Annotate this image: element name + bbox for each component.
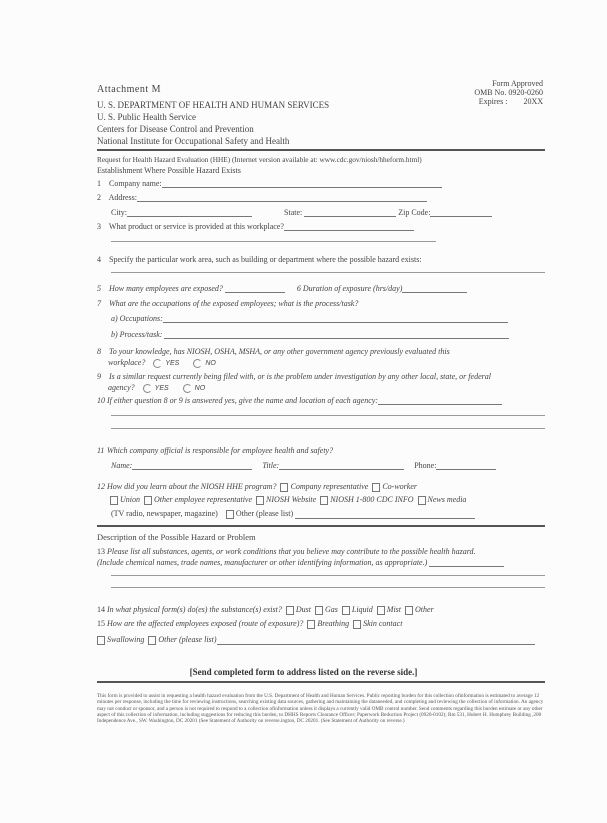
q-number: 2 [97, 193, 101, 202]
address-field[interactable] [137, 193, 427, 202]
state-label: State: [284, 208, 303, 217]
q-label: To your knowledge, has NIOSH, OSHA, MSHA, or any other government agency previously evaluated this [109, 347, 450, 356]
q12-line3 [111, 509, 475, 519]
omb-number: OMB No. 0920-0260 [474, 88, 543, 97]
q-label: In what physical form(s) do(es) the substance(s) exist? [107, 605, 282, 614]
checkbox[interactable] [97, 636, 105, 645]
q-number: 4 [97, 255, 101, 264]
checkbox[interactable] [320, 496, 328, 505]
option-label: News media [427, 495, 467, 504]
substances-field[interactable] [429, 558, 504, 567]
product-field[interactable] [284, 222, 414, 231]
q-label: Please list all substances, agents, or work conditions that you believe may contribute to the possible health hazard. [107, 547, 476, 556]
q-number: 1 [97, 179, 101, 188]
form-approved: Form Approved [492, 79, 543, 88]
q-label: agency? [108, 383, 135, 392]
agency-field[interactable] [378, 396, 502, 405]
q-label: Specify the particular work area, such as building or department where the possible hazard exists: [109, 255, 422, 264]
q-number: 15 [97, 619, 105, 628]
agency-field-line3[interactable] [111, 428, 545, 429]
option-label: Swallowing [107, 635, 145, 644]
option-label: Co-worker [382, 482, 417, 491]
q-number: 5 [97, 284, 101, 293]
checkbox[interactable] [353, 620, 361, 629]
divider [97, 149, 545, 151]
checkbox[interactable] [342, 606, 350, 615]
q11-fields [111, 461, 496, 470]
q-label: Address: [108, 193, 138, 202]
checkbox[interactable] [372, 483, 380, 492]
q5-q6 [97, 284, 467, 293]
company-name-field[interactable] [162, 179, 442, 188]
q9-yes-radio[interactable] [143, 384, 152, 393]
q10 [97, 396, 502, 405]
q-number: 14 [97, 605, 105, 614]
q2-address [97, 193, 427, 202]
q15 [97, 619, 402, 629]
checkbox[interactable] [280, 483, 288, 492]
no-label: NO [194, 385, 206, 392]
other-route-field[interactable] [217, 636, 535, 645]
employees-exposed-field[interactable] [225, 284, 285, 293]
option-label: Breathing [317, 619, 350, 628]
q1-company-name [97, 179, 442, 188]
q-label: What product or service is provided at this workplace? [108, 222, 284, 231]
q12 [97, 482, 417, 492]
q-label: What are the occupations of the exposed employees; what is the process/task? [109, 299, 359, 308]
phone-label: Phone: [414, 461, 437, 470]
q-label: Company name: [109, 179, 162, 188]
header-line: U. S. Public Health Service [97, 112, 196, 122]
q-label: How did you learn about the NIOSH HHE program? [107, 482, 277, 491]
q-label: How are the affected employees exposed (route of exposure)? [107, 619, 304, 628]
q9-line2 [108, 383, 205, 393]
title-label: Title: [262, 461, 280, 470]
q8-line2 [108, 358, 216, 368]
q7 [97, 299, 358, 308]
option-label: Other (please list) [158, 635, 217, 644]
q-number: 11 [97, 446, 105, 455]
header-line: National Institute for Occupational Safety and Health [97, 136, 290, 146]
occupations-field[interactable] [163, 314, 508, 323]
q7b [111, 330, 509, 339]
official-title-field[interactable] [279, 461, 404, 470]
header-line: Centers for Disease Control and Prevention [97, 124, 254, 134]
divider [97, 681, 545, 683]
q-label: How many employees are exposed? [109, 284, 223, 293]
q13 [97, 547, 476, 556]
q11 [97, 446, 333, 455]
duration-field[interactable] [402, 284, 467, 293]
option-label: NIOSH 1-800 CDC INFO [330, 495, 414, 504]
product-field-line2[interactable] [111, 241, 436, 242]
other-source-field[interactable] [295, 510, 475, 519]
burden-statement: This form is provided to assist in requesting a health hazard evaluation from the U.S. Department of Health and Human Services. Public reporting burden for this collection ofinformation is estimated to average 12 minutes per response, including the time for reviewing instructions, searching existing data sources, gathering and maintaining the dataneeded, and completing and reviewing the collection of information. An agency may not conduct or sponsor, and a person is not required to respond to a collection ofinformation unless it displays a currently valid OMB control number. Send comments regarding this burden estimate or any other aspect of this collection of information, including suggestions for reducing this burden, to DHHS Reports Clearance Officer; Paperwork Reduction Project (0920-0102); Rm 531, Hubert H. Humphrey Building ,200 Independence Ave., SW. Washington, DC 20201 (See Statement of Authority on reverse.ington, DC 20201. (See Statement of Authority on reverse.) [97, 693, 544, 725]
q-number: 7 [97, 299, 101, 308]
zip-label: Zip Code: [398, 208, 431, 217]
option-label: Company representative [290, 482, 369, 491]
header-line: U. S. DEPARTMENT OF HEALTH AND HUMAN SERVICES [97, 100, 330, 110]
state-field[interactable] [304, 208, 396, 217]
work-area-field[interactable] [111, 272, 545, 273]
option-label: Other (please list) [235, 509, 294, 518]
request-title: Request for Health Hazard Evaluation (HHE) (Internet version available at: www.cdc.gov/niosh/hheform.html) [97, 155, 422, 164]
q-label: If either question 8 or 9 is answered yes, give the name and location of each agency: [107, 396, 378, 405]
q9 [97, 372, 491, 381]
checkbox[interactable] [286, 606, 294, 615]
omb-approval [474, 79, 543, 106]
yes-label: YES [154, 385, 169, 392]
checkbox[interactable] [405, 606, 413, 615]
q-number: 10 [97, 396, 105, 405]
attachment-label: Attachment M [97, 84, 162, 95]
q-label: workplace? [108, 358, 146, 367]
agency-field-line2[interactable] [111, 415, 545, 416]
expires: Expires : 20XX [478, 97, 543, 106]
q-label: (Include chemical names, trade names, manufacturer or other identifying information, as appropriate.) [97, 558, 428, 567]
process-field[interactable] [164, 330, 509, 339]
q7a [111, 314, 508, 323]
q-number: 12 [97, 482, 105, 491]
q12-line2 [106, 495, 466, 505]
q-number: 13 [97, 547, 105, 556]
occupations-label: a) Occupations: [111, 314, 163, 323]
option-label: Gas [324, 605, 338, 614]
q15-line2 [93, 635, 535, 645]
q14 [97, 605, 434, 615]
q3 [97, 222, 414, 231]
checkbox[interactable] [418, 496, 426, 505]
section-heading: Establishment Where Possible Hazard Exists [97, 166, 241, 175]
q-number: 3 [97, 222, 101, 231]
option-label: Other [415, 605, 434, 614]
q8 [97, 347, 450, 356]
send-instruction: [Send completed form to address listed on the reverse side.] [189, 667, 418, 677]
option-label: Skin contact [363, 619, 403, 628]
official-name-field[interactable] [132, 461, 252, 470]
phone-field[interactable] [436, 461, 496, 470]
option-label: Other employee representative [154, 495, 253, 504]
substances-field-line3[interactable] [111, 587, 545, 588]
option-label: Dust [295, 605, 311, 614]
q-label: Is a similar request currently being filed with, or is the problem under investigation by any other local, state, or federal [109, 372, 491, 381]
yes-label: YES [165, 360, 180, 367]
checkbox[interactable] [315, 606, 323, 615]
q13-line2 [97, 558, 504, 567]
q-label: Which company official is responsible for employee health and safety? [107, 446, 334, 455]
q9-no-radio[interactable] [183, 384, 192, 393]
q4 [97, 255, 422, 264]
q6-label: 6 Duration of exposure (hrs/day) [296, 284, 403, 293]
option-label: NIOSH Website [266, 495, 317, 504]
section-heading: Description of the Possible Hazard or Problem [97, 532, 256, 542]
q-number: 9 [97, 372, 101, 381]
substances-field-line2[interactable] [111, 575, 545, 576]
process-label: b) Process/task: [111, 330, 163, 339]
zip-field[interactable] [430, 208, 492, 217]
divider [97, 525, 545, 527]
checkbox[interactable] [110, 496, 118, 505]
name-label: Name: [111, 461, 133, 470]
q8-no-radio[interactable] [193, 359, 202, 368]
q-number: 8 [97, 347, 101, 356]
checkbox[interactable] [148, 636, 156, 645]
q2-city-row [111, 208, 492, 217]
checkbox[interactable] [256, 496, 264, 505]
option-label: (TV radio, newspaper, magazine) [111, 509, 218, 518]
checkbox[interactable] [226, 510, 234, 519]
checkbox[interactable] [307, 620, 315, 629]
checkbox[interactable] [377, 606, 385, 615]
option-label: Mist [386, 605, 402, 614]
no-label: NO [205, 360, 216, 367]
q8-yes-radio[interactable] [153, 359, 162, 368]
option-label: Liquid [351, 605, 373, 614]
city-field[interactable] [127, 208, 252, 217]
city-label: City: [111, 208, 128, 217]
option-label: Union [120, 495, 140, 504]
checkbox[interactable] [144, 496, 152, 505]
